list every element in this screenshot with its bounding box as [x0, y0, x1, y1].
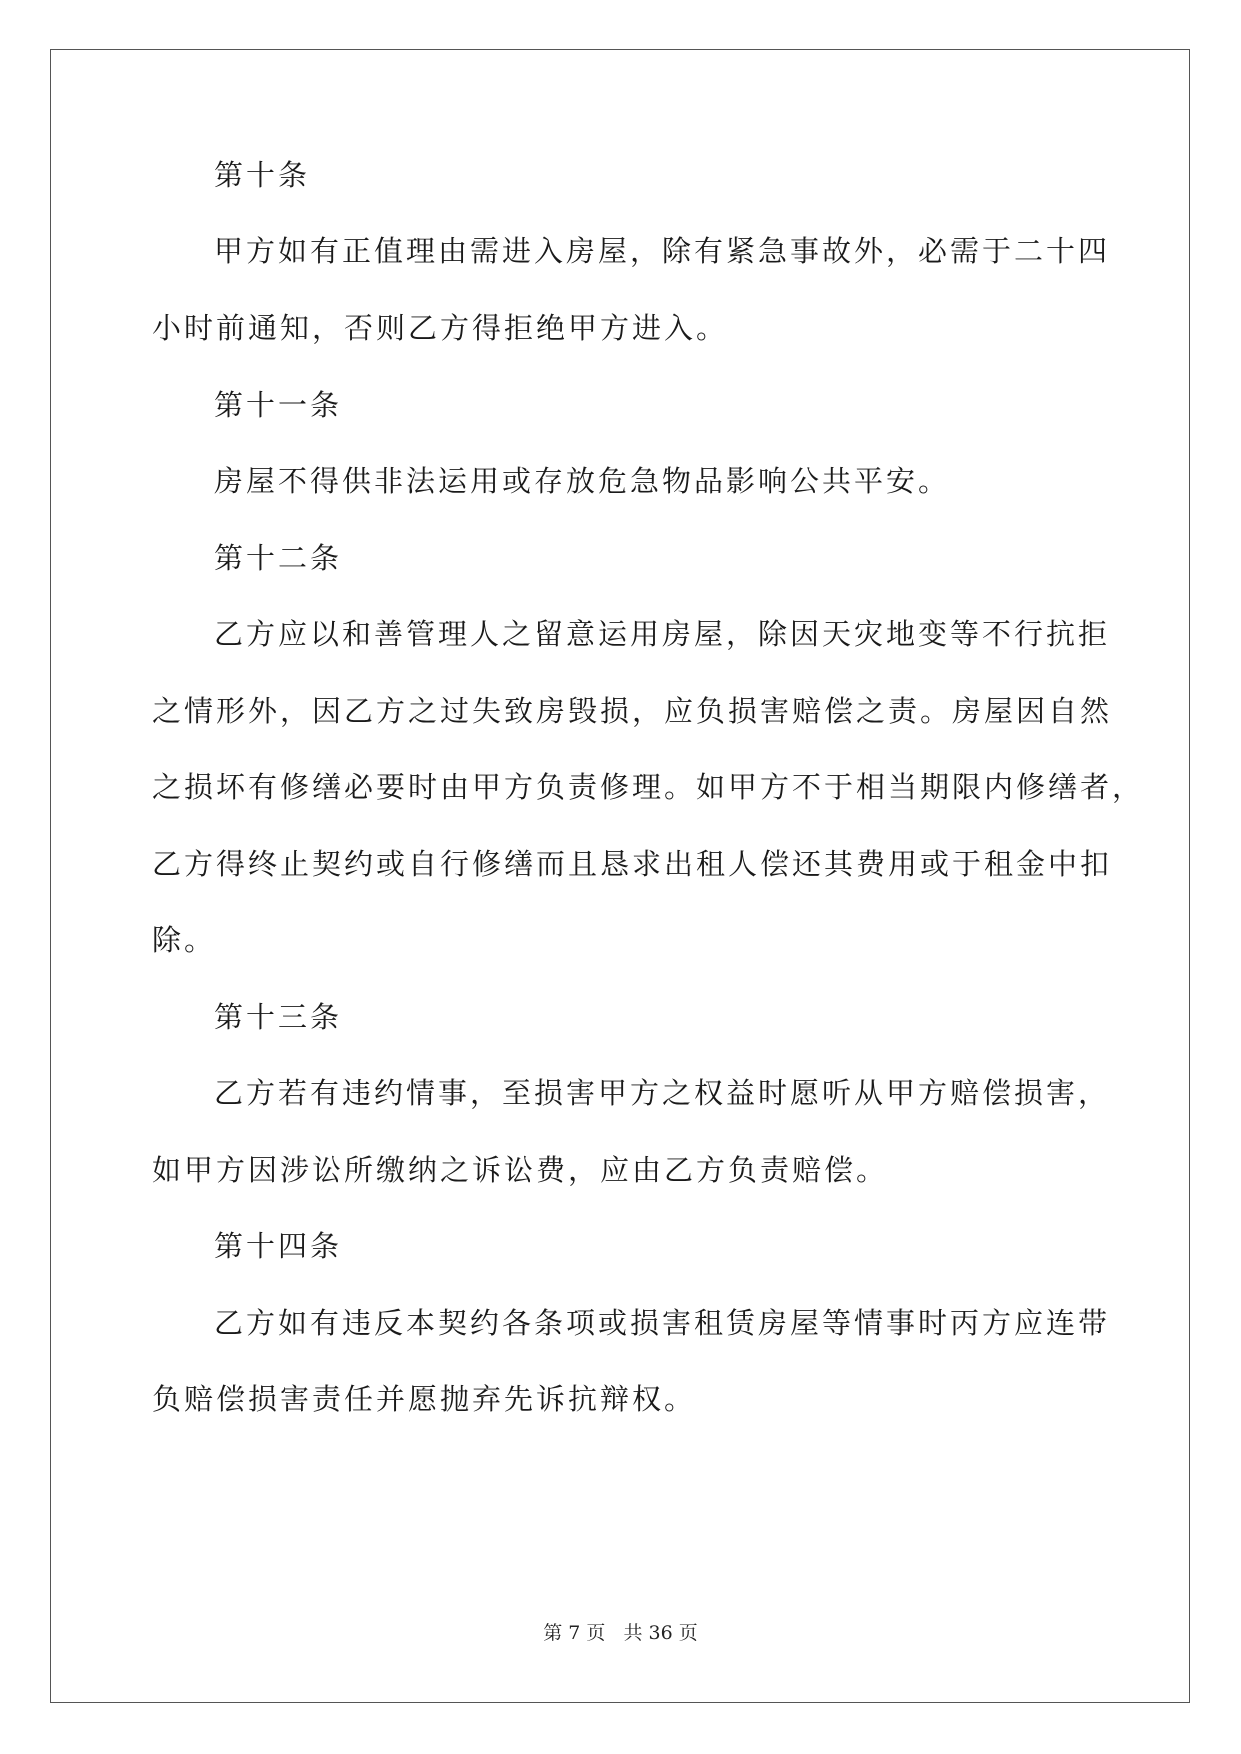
paragraph-line: 乙方得终止契约或自行修缮而且恳求出租人偿还其费用或于租金中扣 [152, 847, 1113, 881]
paragraph-line: 房屋不得供非法运用或存放危急物品影响公共平安。 [214, 464, 951, 498]
article-10-heading: 第十条 [214, 158, 311, 192]
article-11-heading: 第十一条 [214, 388, 343, 422]
paragraph-line: 乙方应以和善管理人之留意运用房屋，除因天灾地变等不行抗拒 [214, 617, 1111, 651]
page-number: 第 7 页 [543, 1622, 606, 1644]
paragraph-line: 除。 [152, 923, 217, 957]
paragraph-line: 甲方如有正值理由需进入房屋，除有紧急事故外，必需于二十四 [214, 234, 1111, 268]
paragraph-line: 如甲方因涉讼所缴纳之诉讼费，应由乙方负责赔偿。 [152, 1153, 889, 1187]
total-pages: 共 36 页 [623, 1622, 698, 1644]
paragraph-line: 负赔偿损害责任并愿抛弃先诉抗辩权。 [152, 1382, 697, 1416]
article-12-heading: 第十二条 [214, 541, 343, 575]
paragraph-line: 乙方如有违反本契约各条项或损害租赁房屋等情事时丙方应连带 [214, 1306, 1111, 1340]
page-footer [0, 1618, 1241, 1645]
article-13-heading: 第十三条 [214, 1000, 343, 1034]
paragraph-line: 之损坏有修缮必要时由甲方负责修理。如甲方不于相当期限内修缮者， [152, 770, 1145, 804]
paragraph-line: 乙方若有违约情事，至损害甲方之权益时愿听从甲方赔偿损害， [214, 1076, 1111, 1110]
paragraph-line: 之情形外，因乙方之过失致房毁损，应负损害赔偿之责。房屋因自然 [152, 694, 1113, 728]
paragraph-line: 小时前通知，否则乙方得拒绝甲方进入。 [152, 311, 729, 345]
article-14-heading: 第十四条 [214, 1229, 343, 1263]
